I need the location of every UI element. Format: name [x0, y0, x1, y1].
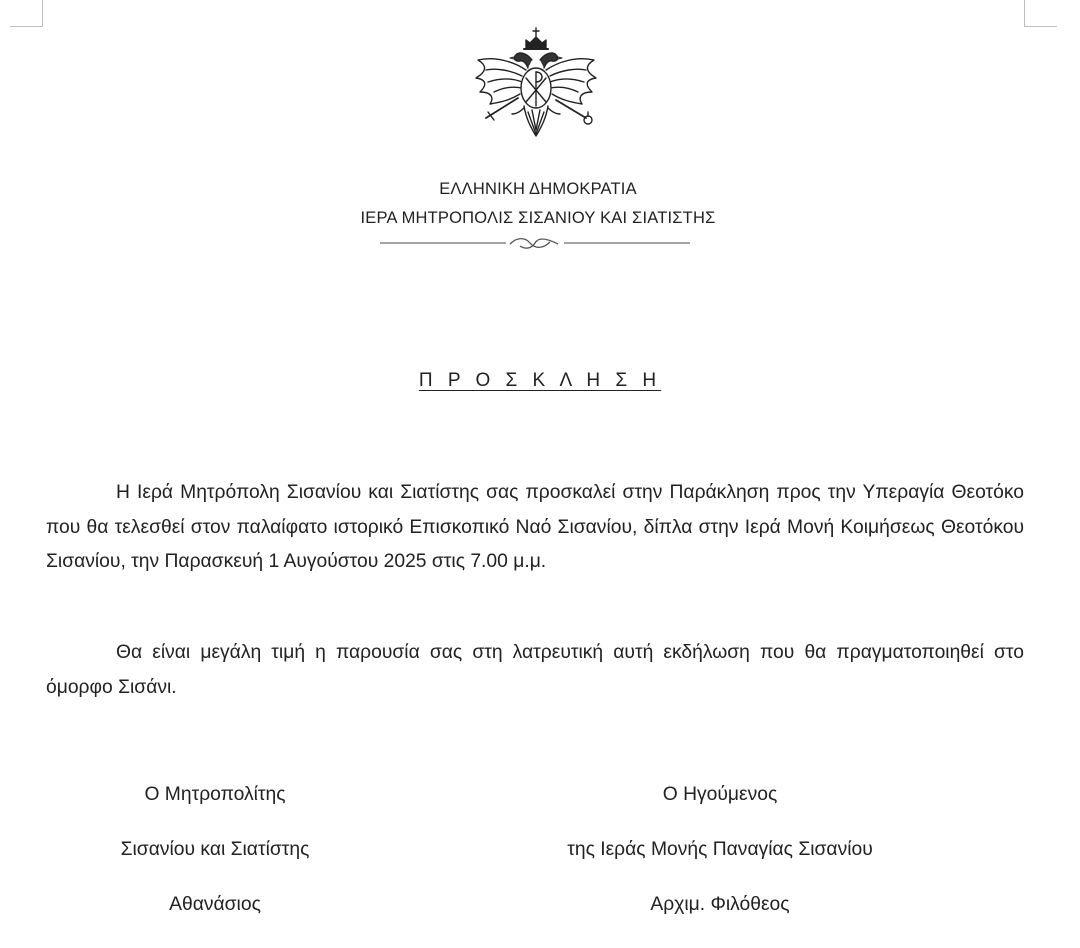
document-title: Π Ρ Ο Σ Κ Λ Η Σ Η — [418, 370, 662, 391]
signature-right-name: Αρχιμ. Φιλόθεος — [650, 894, 790, 915]
signature-right-monastery: της Ιεράς Μονής Παναγίας Σισανίου — [567, 839, 873, 860]
ornament-divider-icon — [380, 234, 690, 254]
signature-right-title: Ο Ηγούμενος — [662, 784, 778, 805]
double-headed-eagle-icon — [466, 26, 606, 146]
page-corner-mark-top-left — [10, 0, 43, 27]
signature-left-name: Αθανάσιος — [169, 894, 261, 915]
paragraph-2-text: Θα είναι μεγάλη τιμή η παρουσία σας στη λατρευτική αυτή εκδήλωση που θα πραγματοποιηθεί στο όμορφο Σισάνι. — [46, 642, 1024, 698]
header-metropolis-name: ΙΕΡΑ ΜΗΤΡΟΠΟΛΙΣ ΣΙΣΑΝΙΟΥ ΚΑΙ ΣΙΑΤΙΣΤΗΣ — [360, 209, 716, 227]
header-country-name: ΕΛΛΗΝΙΚΗ ΔΗΜΟΚΡΑΤΙΑ — [439, 180, 637, 198]
paragraph-1-text: Η Ιερά Μητρόπολη Σισανίου και Σιατίστης σας προσκαλεί στην Παράκληση προς την Υπεραγία Θεοτόκο που θα τελεσθεί στον παλαίφατο ιστορικό Επισκοπικό Ναό Σισανίου, δίπλα στην Ιερά Μονή Κοιμήσεως Θεοτόκου Σισανίου, την Παρασκευή 1 Αυγούστου 2025 στις 7.00 μ.μ. — [46, 482, 1024, 572]
signature-left-see: Σισανίου και Σιατίστης — [120, 839, 310, 860]
invitation-paragraph-1 — [46, 476, 1024, 580]
signature-left-title: Ο Μητροπολίτης — [144, 784, 286, 805]
page-corner-mark-top-right — [1024, 0, 1057, 27]
invitation-paragraph-2 — [46, 636, 1024, 705]
